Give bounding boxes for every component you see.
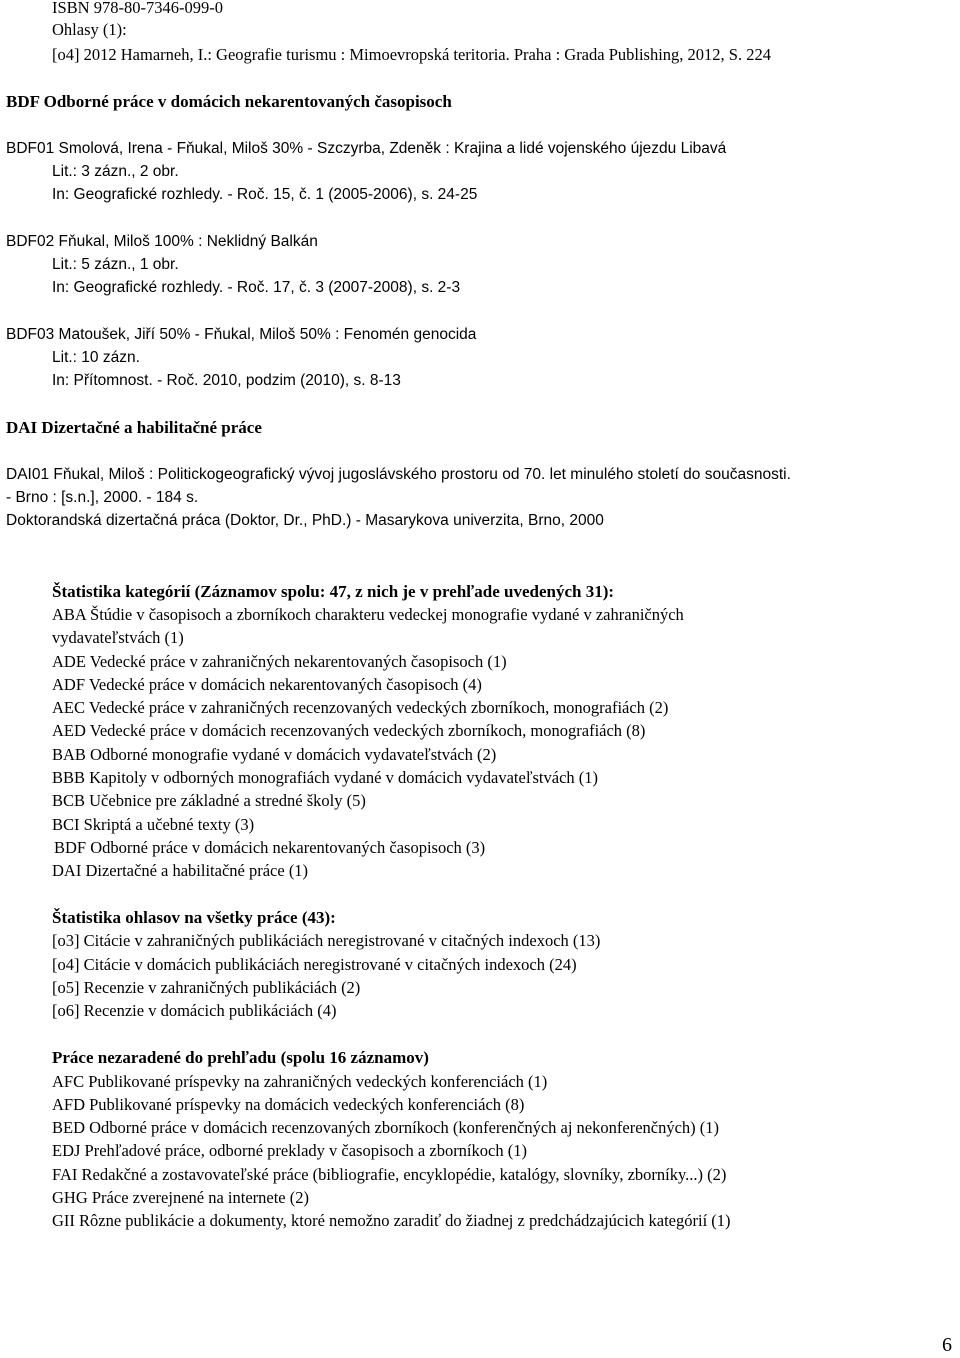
stats-category-item: BCB Učebnice pre základné a stredné školy (5) bbox=[52, 791, 366, 810]
unsorted-heading: Práce nezaradené do prehľadu (spolu 16 záznamov) bbox=[52, 1048, 429, 1067]
stats-ohlasy-heading: Štatistika ohlasov na všetky práce (43): bbox=[52, 908, 336, 927]
stats-category-item: DAI Dizertačné a habilitačné práce (1) bbox=[52, 861, 309, 880]
unsorted-item: GII Rôzne publikácie a dokumenty, ktoré nemožno zaradiť do žiadnej z predchádzajúcich kategórií (1) bbox=[52, 1211, 731, 1230]
bdf02-source: In: Geografické rozhledy. - Roč. 17, č. 3 (2007-2008), s. 2-3 bbox=[52, 279, 461, 296]
stats-category-item: ADE Vedecké práce v zahraničných nekarentovaných časopisoch (1) bbox=[52, 652, 507, 671]
stats-ohlasy-item: [o6] Recenzie v domácich publikáciách (4) bbox=[52, 1001, 337, 1020]
stats-category-item: ADF Vedecké práce v domácich nekarentovaných časopisoch (4) bbox=[52, 675, 482, 694]
unsorted-item: AFD Publikované príspevky na domácich vedeckých konferenciách (8) bbox=[52, 1095, 525, 1114]
bdf03-title: BDF03 Matoušek, Jiří 50% - Fňukal, Miloš 50% : Fenomén genocida bbox=[6, 326, 477, 343]
isbn-line: ISBN 978-80-7346-099-0 bbox=[52, 0, 223, 17]
dai01-thesis: Doktorandská dizertačná práca (Doktor, Dr., PhD.) - Masarykova univerzita, Brno, 2000 bbox=[6, 512, 604, 529]
bdf03-lit: Lit.: 10 zázn. bbox=[52, 349, 140, 366]
stats-category-item: AEC Vedecké práce v zahraničných recenzovaných vedeckých zborníkoch, monografiách (2) bbox=[52, 698, 669, 717]
bdf-heading: BDF Odborné práce v domácich nekarentovaných časopisoch bbox=[6, 92, 452, 111]
dai01-title: DAI01 Fňukal, Miloš : Politickogeografický vývoj jugoslávského prostoru od 70. let minulého století do současnosti. bbox=[6, 466, 791, 483]
bdf02-title: BDF02 Fňukal, Miloš 100% : Neklidný Balkán bbox=[6, 233, 318, 250]
stats-category-item: ABA Štúdie v časopisoch a zborníkoch charakteru vedeckej monografie vydané v zahraničných bbox=[52, 605, 684, 624]
unsorted-item: GHG Práce zverejnené na internete (2) bbox=[52, 1188, 309, 1207]
unsorted-item: EDJ Prehľadové práce, odborné preklady v časopisoch a zborníkoch (1) bbox=[52, 1141, 527, 1160]
bdf01-title: BDF01 Smolová, Irena - Fňukal, Miloš 30% - Szczyrba, Zdeněk : Krajina a lidé vojenského újezdu Libavá bbox=[6, 140, 727, 157]
dai01-publisher: - Brno : [s.n.], 2000. - 184 s. bbox=[6, 489, 199, 506]
stats-category-item: AED Vedecké práce v domácich recenzovaných vedeckých zborníkoch, monografiách (8) bbox=[52, 721, 646, 740]
bdf01-source: In: Geografické rozhledy. - Roč. 15, č. 1 (2005-2006), s. 24-25 bbox=[52, 186, 478, 203]
unsorted-item: FAI Redakčné a zostavovateľské práce (bibliografie, encyklopédie, katalógy, slovníky, zborníky...) (2) bbox=[52, 1165, 727, 1184]
stats-categories-heading: Štatistika kategórií (Záznamov spolu: 47, z nich je v prehľade uvedených 31): bbox=[52, 582, 615, 601]
stats-category-item: vydavateľstvách (1) bbox=[52, 628, 184, 647]
stats-category-item: BCI Skriptá a učebné texty (3) bbox=[52, 815, 255, 834]
stats-category-item: BAB Odborné monografie vydané v domácich vydavateľstvách (2) bbox=[52, 745, 497, 764]
stats-ohlasy-item: [o3] Citácie v zahraničných publikáciách neregistrované v citačných indexoch (13) bbox=[52, 931, 601, 950]
stats-category-item: BBB Kapitoly v odborných monografiách vydané v domácich vydavateľstvách (1) bbox=[52, 768, 599, 787]
bdf02-lit: Lit.: 5 zázn., 1 obr. bbox=[52, 256, 179, 273]
stats-ohlasy-item: [o5] Recenzie v zahraničných publikáciách (2) bbox=[52, 978, 361, 997]
page-number: 6 bbox=[942, 1334, 952, 1356]
ohlasy-label: Ohlasy (1): bbox=[52, 20, 127, 39]
bdf03-source: In: Přítomnost. - Roč. 2010, podzim (2010), s. 8-13 bbox=[52, 372, 401, 389]
unsorted-item: AFC Publikované príspevky na zahraničných vedeckých konferenciách (1) bbox=[52, 1072, 548, 1091]
bdf01-lit: Lit.: 3 zázn., 2 obr. bbox=[52, 163, 179, 180]
stats-category-item: BDF Odborné práce v domácich nekarentovaných časopisoch (3) bbox=[54, 838, 486, 857]
stats-ohlasy-item: [o4] Citácie v domácich publikáciách neregistrované v citačných indexoch (24) bbox=[52, 955, 577, 974]
citation-line: [o4] 2012 Hamarneh, I.: Geografie turismu : Mimoevropská teritoria. Praha : Grada Publishing, 2012, S. 224 bbox=[52, 45, 771, 64]
unsorted-item: BED Odborné práce v domácich recenzovaných zborníkoch (konferenčných aj nekonferenčných) (1) bbox=[52, 1118, 720, 1137]
dai-heading: DAI Dizertačné a habilitačné práce bbox=[6, 418, 262, 437]
